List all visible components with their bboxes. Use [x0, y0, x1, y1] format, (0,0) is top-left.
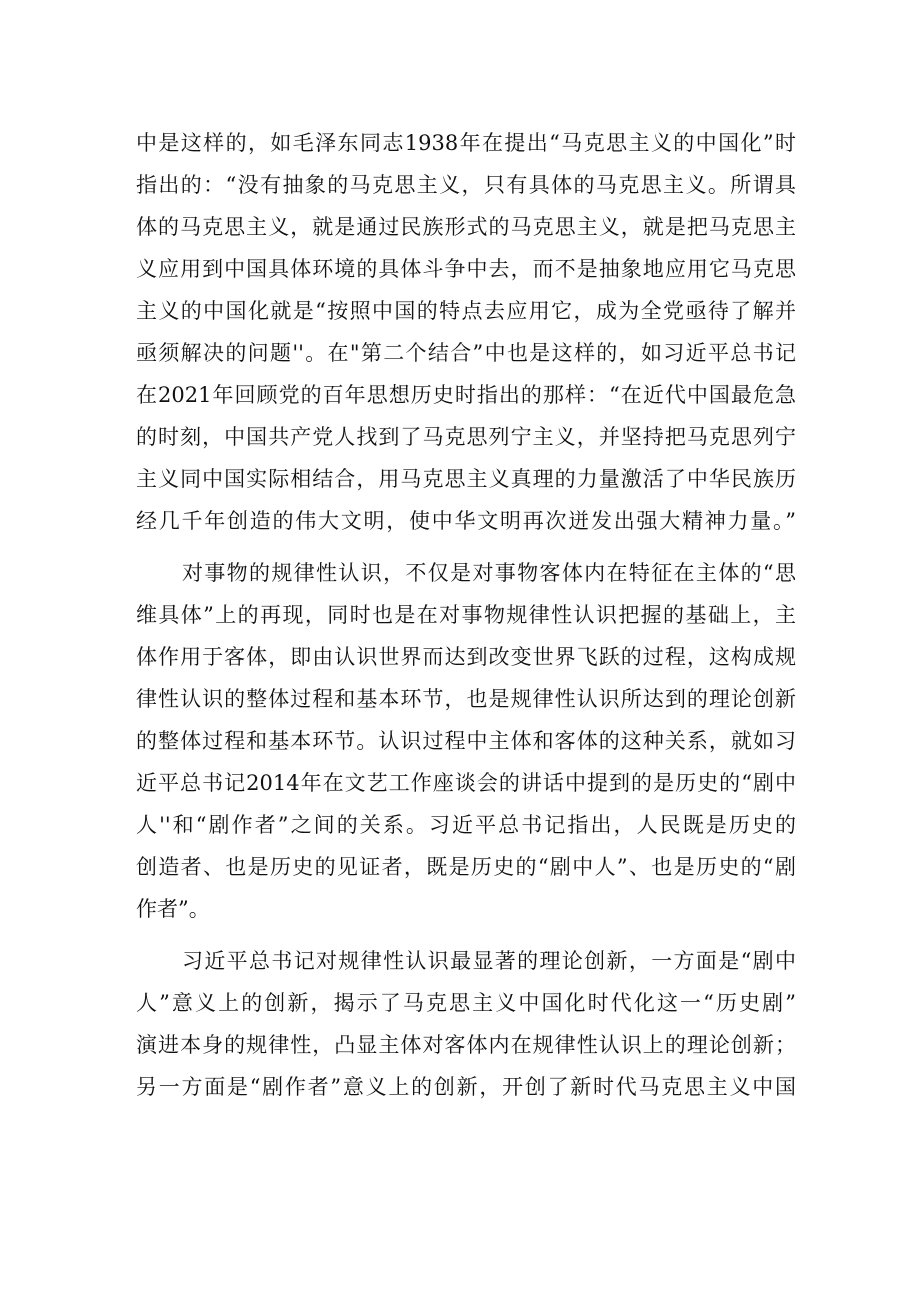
text-line: 另一方面是“剧作者”意义上的创新，开创了新时代马克思主义中国 — [136, 1075, 796, 1099]
text-line: 对事物的规律性认识，不仅是对事物客体内在特征在主体的“思 — [182, 561, 796, 585]
paragraph-2 — [136, 552, 796, 930]
text-line: 维具体”上的再现，同时也是在对事物规律性认识把握的基础上，主 — [136, 603, 796, 627]
text-line: 律性认识的整体过程和基本环节，也是规律性认识所达到的理论创新 — [136, 687, 796, 711]
text-line: 演进本身的规律性，凸显主体对客体内在规律性认识上的理论创新； — [136, 1033, 796, 1057]
text-line: 中是这样的，如毛泽东同志1938年在提出“马克思主义的中国化”时 — [136, 131, 796, 155]
text-line: 人''和“剧作者”之间的关系。习近平总书记指出，人民既是历史的 — [136, 813, 796, 837]
paragraph-gap — [136, 542, 796, 552]
text-line: 指出的：“没有抽象的马克思主义，只有具体的马克思主义。所谓具 — [136, 173, 796, 197]
text-line: 在2021年回顾党的百年思想历史时指出的那样：“在近代中国最危急 — [136, 383, 796, 407]
text-line: 义应用到中国具体环境的具体斗争中去，而不是抽象地应用它马克思 — [136, 257, 796, 281]
text-line: 人”意义上的创新，揭示了马克思主义中国化时代化这一“历史剧” — [136, 991, 796, 1015]
document-body — [136, 122, 796, 1108]
text-line: 经几千年创造的伟大文明，使中华文明再次迸发出强大精神力量。” — [136, 509, 796, 533]
paragraph-gap — [136, 930, 796, 940]
text-line: 作者”。 — [136, 897, 210, 921]
text-line: 习近平总书记对规律性认识最显著的理论创新，一方面是“剧中 — [182, 949, 796, 973]
text-line: 主义同中国实际相结合，用马克思主义真理的力量激活了中华民族历 — [136, 467, 796, 491]
text-line: 亟须解决的问题''。在"第二个结合”中也是这样的，如习近平总书记 — [136, 341, 796, 365]
text-line: 体作用于客体，即由认识世界而达到改变世界飞跃的过程，这构成规 — [136, 645, 796, 669]
paragraph-3 — [136, 940, 796, 1108]
text-line: 的时刻，中国共产党人找到了马克思列宁主义，并坚持把马克思列宁 — [136, 425, 796, 449]
text-line: 主义的中国化就是“按照中国的特点去应用它，成为全党亟待了解并 — [136, 299, 796, 323]
text-line: 体的马克思主义，就是通过民族形式的马克思主义，就是把马克思主 — [136, 215, 796, 239]
text-line: 近平总书记2014年在文艺工作座谈会的讲话中提到的是历史的“剧中 — [136, 771, 796, 795]
paragraph-1 — [136, 122, 796, 542]
text-line: 创造者、也是历史的见证者，既是历史的“剧中人”、也是历史的“剧 — [136, 855, 796, 879]
text-line: 的整体过程和基本环节。认识过程中主体和客体的这种关系，就如习 — [136, 729, 796, 753]
